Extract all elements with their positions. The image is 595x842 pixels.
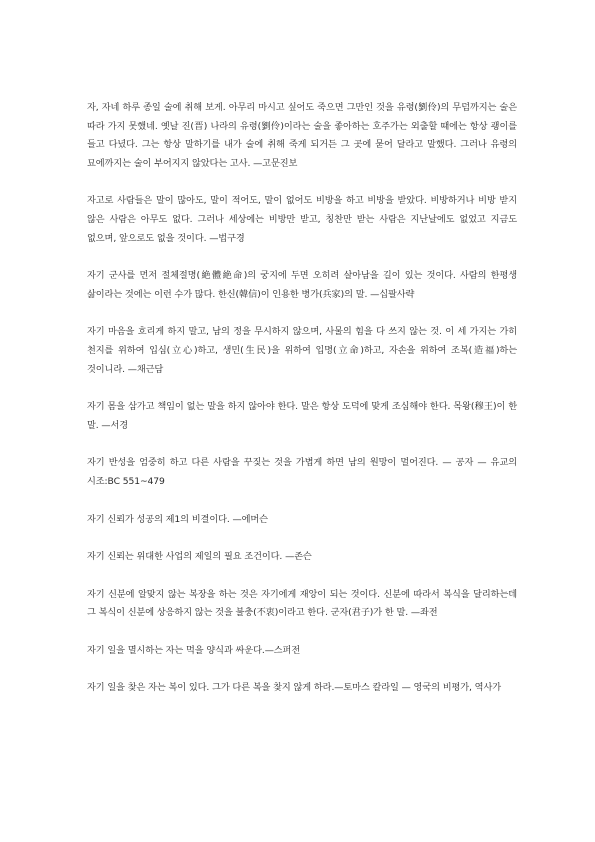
quote-paragraph: 자기 일을 멸시하는 자는 먹을 양식과 싸운다.—스퍼전 [87, 644, 301, 656]
quote-paragraph: 자기 신뢰는 위대한 사업의 제일의 필요 조건이다. —존슨 [87, 551, 312, 563]
quote-paragraph: 자, 자네 하루 종일 술에 취해 보게. 아무리 마시고 싶어도 죽으면 그만인 것을 유령(劉伶)의 무덤까지는 술은 따라 가지 못했네. 옛날 진(晋) 나라의 유령(劉伶)이라는 술을 좋아하는 호주가는 외출할 때에는 항상 괭이를 들고 다녔다. 그는 항상 말하기를 내가 술에 취해 죽게 되거든 그 곳에 묻어 달라고 말했다. 그러나 유령의 묘에까지는 술이 부어지지 않았다는 고사. —고문진보 [87, 102, 517, 169]
quote-paragraph: 자기 몸을 삼가고 책임이 없는 말을 하지 않아야 한다. 말은 항상 도덕에 맞게 조심해야 한다. 목왕(穆王)이 한 말. —서경 [87, 401, 517, 431]
document-body [87, 99, 517, 717]
quote-paragraph: 자기 일을 찾은 자는 복이 있다. 그가 다른 복을 찾지 않게 하라.—토마스 칼라일 — 영국의 비평가, 역사가 [87, 682, 501, 694]
quote-paragraph: 자고로 사람들은 말이 많아도, 말이 적어도, 말이 없어도 비방을 하고 비방을 받았다. 비방하거나 비방 받지 않은 사람은 아무도 없다. 그러나 세상에는 비방만 받고, 칭찬만 받는 사람은 지난날에도 없었고 지금도 없으며, 앞으로도 없을 것이다. —법구경 [87, 195, 517, 244]
quote-paragraph: 자기 신뢰가 성공의 제1의 비결이다. —에머슨 [87, 513, 268, 525]
quote-paragraph: 자기 군사를 먼저 절체절명(絶體絶命)의 궁지에 두면 오히려 살아남을 길이 있는 것이다. 사람의 한평생 삶이라는 것에는 이런 수가 많다. 한신(韓信)이 인용한 병가(兵家)의 말. —십팔사략 [87, 270, 517, 300]
quote-paragraph: 자기 반성을 엄중히 하고 다른 사람을 꾸짖는 것을 가볍게 하면 남의 원망이 멀어진다. — 공자 — 유교의 시조:BC 551~479 [87, 457, 517, 487]
quote-paragraph: 자기 신분에 알맞지 않는 복장을 하는 것은 자기에게 재앙이 되는 것이다. 신분에 따라서 복식을 달리하는데 그 복식이 신분에 상응하지 않는 것을 불충(不衷)이라고 한다. 군자(君子)가 한 말. —좌전 [87, 588, 517, 619]
quote-paragraph: 자기 마음을 흐리게 하지 말고, 남의 정을 무시하지 않으며, 사물의 힘을 다 쓰지 않는 것. 이 세 가지는 가히 천지를 위하여 입심(立心)하고, 생민(生民)을 위하여 입명(立命)하고, 자손을 위하여 조복(造福)하는 것이니라. —채근담 [87, 326, 517, 375]
